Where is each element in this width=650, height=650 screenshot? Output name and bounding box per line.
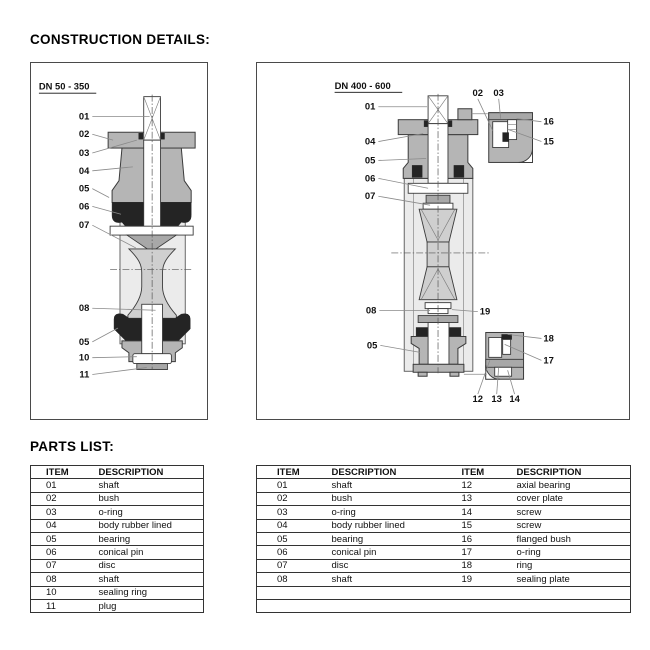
callout-10: 10 (78, 351, 90, 363)
table-cell: plug (84, 599, 204, 612)
column-header: ITEM (31, 466, 84, 479)
callout-03: 03 (493, 87, 504, 99)
table-cell: 02 (257, 492, 312, 505)
table-cell: axial bearing (507, 479, 631, 492)
column-header: DESCRIPTION (84, 466, 204, 479)
table-header-row (257, 466, 631, 479)
column-header: ITEM (452, 466, 507, 479)
table-row (31, 532, 204, 545)
table-row (257, 532, 631, 545)
table-header-row (31, 466, 204, 479)
parts-table-right (256, 465, 631, 613)
table-row (31, 479, 204, 492)
callout-06: 06 (78, 200, 90, 212)
table-cell: bearing (312, 532, 452, 545)
table-row (257, 479, 631, 492)
callout-05: 05 (78, 182, 90, 194)
table-row (31, 492, 204, 505)
parts-list-title: PARTS LIST: (30, 439, 115, 454)
table-cell: cover plate (507, 492, 631, 505)
table-cell: bearing (84, 532, 204, 545)
callout-02: 02 (472, 87, 484, 99)
valve-cross-section (108, 97, 195, 370)
table-cell: 07 (31, 559, 84, 572)
callout-16: 16 (543, 116, 554, 128)
callout-13: 13 (491, 394, 502, 406)
table-cell: disc (312, 559, 452, 572)
callout-04: 04 (364, 136, 376, 148)
table-cell: 01 (31, 479, 84, 492)
callout-18: 18 (543, 333, 554, 345)
callout-08: 08 (365, 305, 377, 317)
table-cell (312, 599, 452, 612)
table-cell: 07 (257, 559, 312, 572)
table-cell: 11 (31, 599, 84, 612)
valve-diagram-dn400-600 (257, 63, 629, 419)
table-cell: body rubber lined (312, 519, 452, 532)
table-cell: 08 (31, 573, 84, 586)
table-cell: 05 (31, 532, 84, 545)
table-cell: 04 (257, 519, 312, 532)
table-cell: bush (312, 492, 452, 505)
table-cell: conical pin (312, 546, 452, 559)
diagram-box-dn50-350 (30, 62, 208, 420)
callout-07: 07 (78, 219, 90, 231)
table-cell (452, 586, 507, 599)
table-cell: shaft (84, 479, 204, 492)
table-row (31, 586, 204, 599)
table-cell: o-ring (84, 506, 204, 519)
table-cell: 03 (257, 506, 312, 519)
table-cell: 18 (452, 559, 507, 572)
table-cell: 06 (31, 546, 84, 559)
table-row (31, 573, 204, 586)
table-cell: shaft (84, 573, 204, 586)
callout-11: 11 (79, 368, 90, 380)
table-cell: 02 (31, 492, 84, 505)
table-cell: 08 (257, 573, 312, 586)
table-cell: 19 (452, 573, 507, 586)
callout-17: 17 (543, 355, 554, 367)
callout-06: 06 (364, 173, 376, 185)
table-row (257, 492, 631, 505)
table-row (31, 546, 204, 559)
diagram-box-dn400-600 (256, 62, 630, 420)
callout-02: 02 (78, 128, 90, 140)
table-cell: 12 (452, 479, 507, 492)
table-cell: conical pin (84, 546, 204, 559)
callout-14: 14 (509, 394, 520, 406)
callout-07: 07 (364, 191, 376, 203)
table-cell: disc (84, 559, 204, 572)
table-row (257, 506, 631, 519)
table-cell: 06 (257, 546, 312, 559)
table-cell: 05 (257, 532, 312, 545)
table-cell: sealing ring (84, 586, 204, 599)
table-row (31, 506, 204, 519)
callout-labels (79, 110, 90, 379)
callout-01: 01 (364, 101, 376, 113)
table-cell: 01 (257, 479, 312, 492)
table-cell (312, 586, 452, 599)
table-row (257, 599, 631, 612)
construction-details-title: CONSTRUCTION DETAILS: (30, 32, 211, 47)
table-cell: 04 (31, 519, 84, 532)
callout-01: 01 (78, 110, 90, 122)
detail-inset-bottom (486, 332, 524, 379)
table-cell: shaft (312, 573, 452, 586)
table-row (257, 573, 631, 586)
table-cell: 16 (452, 532, 507, 545)
diagram-size-label: DN 50 - 350 (38, 80, 90, 92)
table-row (31, 599, 204, 612)
table-row (257, 586, 631, 599)
table-cell: o-ring (312, 506, 452, 519)
table-cell (507, 599, 631, 612)
callout-19: 19 (479, 306, 491, 318)
callout-05: 05 (364, 155, 376, 167)
table-cell: 14 (452, 506, 507, 519)
table-cell: ring (507, 559, 631, 572)
table-row (31, 519, 204, 532)
table-row (31, 559, 204, 572)
table-cell: flanged bush (507, 532, 631, 545)
table-cell: 03 (31, 506, 84, 519)
table-cell: screw (507, 506, 631, 519)
table-cell: 15 (452, 519, 507, 532)
table-row (257, 519, 631, 532)
table-cell (257, 586, 312, 599)
table-cell: 10 (31, 586, 84, 599)
table-cell (257, 599, 312, 612)
column-header: DESCRIPTION (507, 466, 631, 479)
callout-08: 08 (78, 302, 90, 314)
table-cell: o-ring (507, 546, 631, 559)
callout-05b: 05 (366, 340, 378, 352)
table-cell (452, 599, 507, 612)
column-header: ITEM (257, 466, 312, 479)
table-cell (507, 586, 631, 599)
callout-04: 04 (78, 164, 90, 176)
callout-03: 03 (78, 146, 90, 158)
table-cell: 17 (452, 546, 507, 559)
table-cell: screw (507, 519, 631, 532)
table-cell: 13 (452, 492, 507, 505)
table-row (257, 546, 631, 559)
table-cell: bush (84, 492, 204, 505)
diagram-size-label: DN 400 - 600 (334, 80, 391, 92)
callout-15: 15 (543, 136, 554, 148)
parts-table-left (30, 465, 204, 613)
column-header: DESCRIPTION (312, 466, 452, 479)
callout-05b: 05 (78, 335, 90, 347)
table-cell: sealing plate (507, 573, 631, 586)
table-cell: body rubber lined (84, 519, 204, 532)
valve-diagram-dn50-350 (31, 63, 207, 419)
callout-12: 12 (472, 394, 484, 406)
table-cell: shaft (312, 479, 452, 492)
table-row (257, 559, 631, 572)
